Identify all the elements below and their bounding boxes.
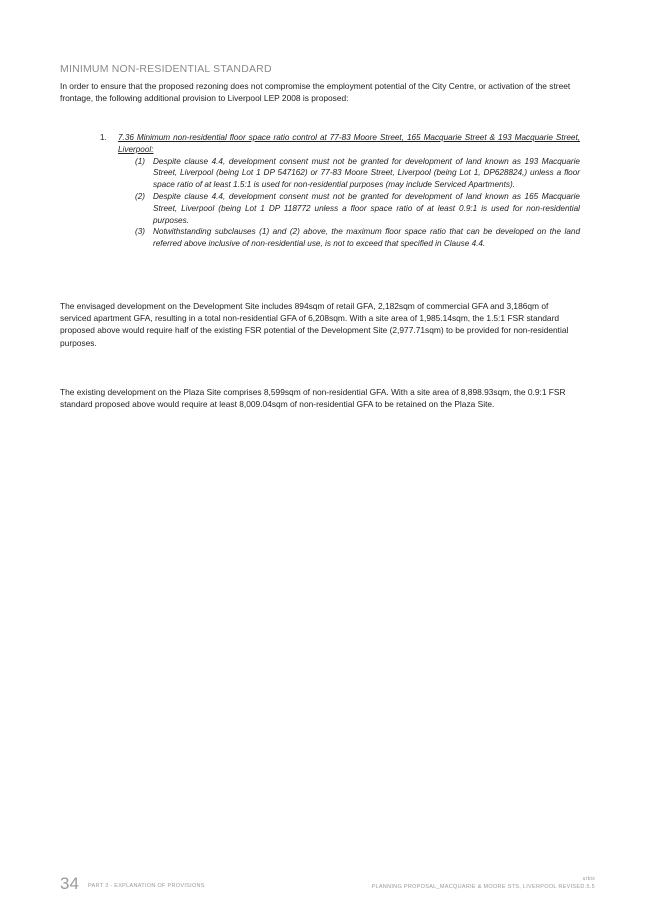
footer-part-label: PART 3 - EXPLANATION OF PROVISIONS <box>88 883 205 889</box>
footer-document-title: PLANNING PROPOSAL_MACQUARIE & MOORE STS, LIVERPOOL REVISED.5.5 <box>371 884 595 890</box>
subclause-text: Despite clause 4.4, development consent must not be granted for development of land known as 193 Macquarie Street, Liverpool (being Lot 1 DP 547162) or 77-83 Moore Street, Liverpool (being Lot 1, DP628824,) unless a floor space ratio of at least 1.5:1 is used for non-residential purposes (may include Serviced Apartments). <box>153 156 580 190</box>
development-site-paragraph: The envisaged development on the Development Site includes 894sqm of retail GFA, 2,182sqm of commercial GFA and 3,186qm of serviced apartment GFA, resulting in a total non-residential GFA of 6,208sqm. With a site area of 1,985.14sqm, the 1.5:1 FSR standard proposed above would require half of the existing FSR potential of the Development Site (2,977.71sqm) to be provided for non-residential purposes. <box>60 301 569 348</box>
subclause <box>135 191 580 226</box>
subclause-number: (2) <box>135 191 146 201</box>
proposed-clause <box>100 132 580 250</box>
page-number: 34 <box>60 874 79 893</box>
subclause-number: (3) <box>135 227 146 237</box>
clause-title: 7.36 Minimum non-residential floor space ratio control at 77-83 Moore Street, 165 Macquarie Street & 193 Macquarie Street, Liverpool: <box>118 133 580 154</box>
subclause-text: Notwithstanding subclauses (1) and (2) above, the maximum floor space ratio that can be developed on the land referred above inclusive of non-residential use, is not to exceed that specified in Clause 4.4. <box>153 227 580 249</box>
subclause <box>135 226 580 250</box>
intro-paragraph: In order to ensure that the proposed rezoning does not compromise the employment potential of the City Centre, or activation of the street frontage, the following additional provision to Liverpool LEP 2008 is proposed: <box>60 81 571 104</box>
subclause-text: Despite clause 4.4, development consent must not be granted for development of land known as 165 Macquarie Street, Liverpool (being Lot 1 DP 118772 unless a floor space ratio of at least 0.9:1 is used for non-residential purposes. <box>153 191 580 225</box>
urbis-logo: urbis <box>582 876 595 882</box>
plaza-site-paragraph: The existing development on the Plaza Site comprises 8,599sqm of non-residential GFA. With a site area of 8,898.93sqm, the 0.9:1 FSR standard proposed above would require at least 8,009.04sqm of non-residential GFA to be retained on the Plaza Site. <box>60 387 566 410</box>
section-heading: MINIMUM NON-RESIDENTIAL STANDARD <box>60 63 272 75</box>
subclause <box>135 156 580 191</box>
subclause-number: (1) <box>135 156 146 166</box>
clause-number: 1. <box>100 133 107 142</box>
clause-heading <box>100 132 580 156</box>
